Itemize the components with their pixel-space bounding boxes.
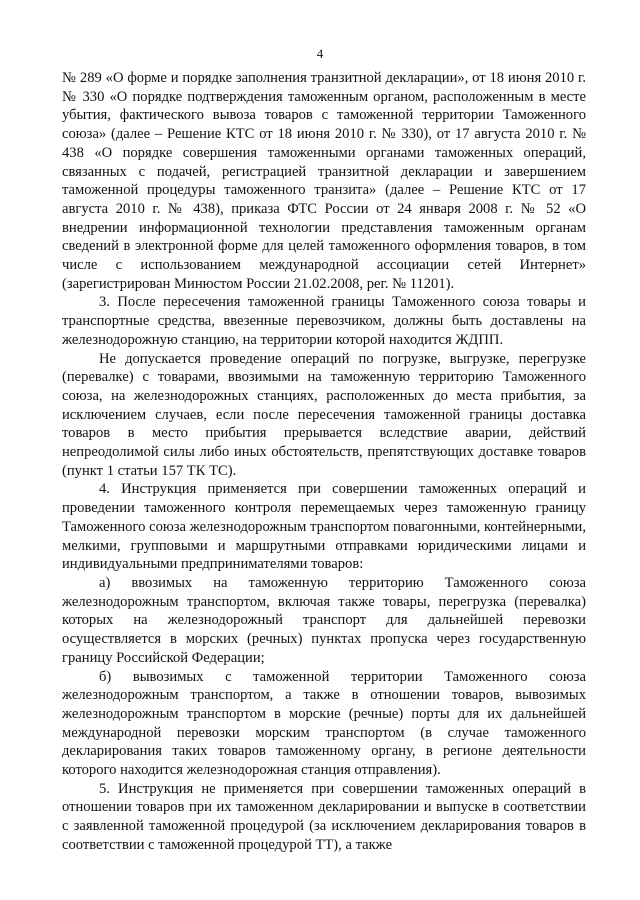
paragraph-4a-import: а) ввозимых на таможенную территорию Таможенного союза железнодорожным транспортом, включая также товары, перегрузка (перевалка) которых на железнодорожный транспорт для дальнейшей перевозки осуществляется в морских (речных) пунктах пропуска через государственную границу Российской Федерации; [62,574,586,666]
page-number: 4 [316,46,324,61]
paragraph-5-exclusions: 5. Инструкция не применяется при совершении таможенных операций в отношении товаров при их таможенном декларировании и выпуске в соответствии с заявленной таможенной процедурой (за исключением декларирования товаров в соответствии с таможенной процедурой ТТ), а также [62,780,586,853]
paragraph-transshipment-prohibition: Не допускается проведение операций по погрузке, выгрузке, перегрузке (перевалке) с товарами, ввозимыми на таможенную территорию Таможенного союза, на железнодорожных станциях, расположенных до места прибытия, за исключением случаев, если после пересечения таможенной границы доставка товаров в место прибытия прерывается вследствие аварии, действий непреодолимой силы либо иных обстоятельств, препятствующих доставке товаров (пункт 1 статьи 157 ТК ТС). [62,350,586,479]
document-body [62,69,586,855]
paragraph-4-scope: 4. Инструкция применяется при совершении таможенных операций и проведении таможенного контроля перемещаемых через таможенную границу Таможенного союза железнодорожным транспортом повагонными, контейнерными, мелкими, групповыми и маршрутными отправками юридическими лицами и индивидуальными предпринимателями товаров: [62,481,586,573]
paragraph-3-delivery: 3. После пересечения таможенной границы Таможенного союза товары и транспортные средства, ввезенные перевозчиком, должны быть доставлены на железнодорожную станцию, на территории которой находится ЖДПП. [62,294,586,348]
paragraph-decisions-list: № 289 «О форме и порядке заполнения транзитной декларации», от 18 июня 2010 г. № 330 «О порядке подтверждения таможенным органом, расположенным в месте убытия, фактического вывоза товаров с таможенной территории Таможенного союза» (далее – Решение КТС от 18 июня 2010 г. № 330), от 17 августа 2010 г. № 438 «О порядке совершения таможенными органами таможенных операций, связанных с подачей, регистрацией транзитной декларации и завершением таможенной процедуры таможенного транзита» (далее – Решение КТС от 17 августа 2010 г. № 438), приказа ФТС России от 24 января 2008 г. № 52 «О внедрении информационной технологии представления таможенным органам сведений в электронной форме для целей таможенного оформления товаров, в том числе с использованием международной ассоциации сетей Интернет» (зарегистрирован Минюстом России 21.02.2008, рег. № 11201). [62,70,586,292]
paragraph-4b-export: б) вывозимых с таможенной территории Таможенного союза железнодорожным транспортом, а также в отношении товаров, вывозимых железнодорожным транспортом в морские (речные) порты для их дальнейшей международной перевозки морским транспортом (в случае таможенного декларирования таких товаров таможенному органу, в регионе деятельности которого находится железнодорожная станция отправления). [62,668,586,779]
